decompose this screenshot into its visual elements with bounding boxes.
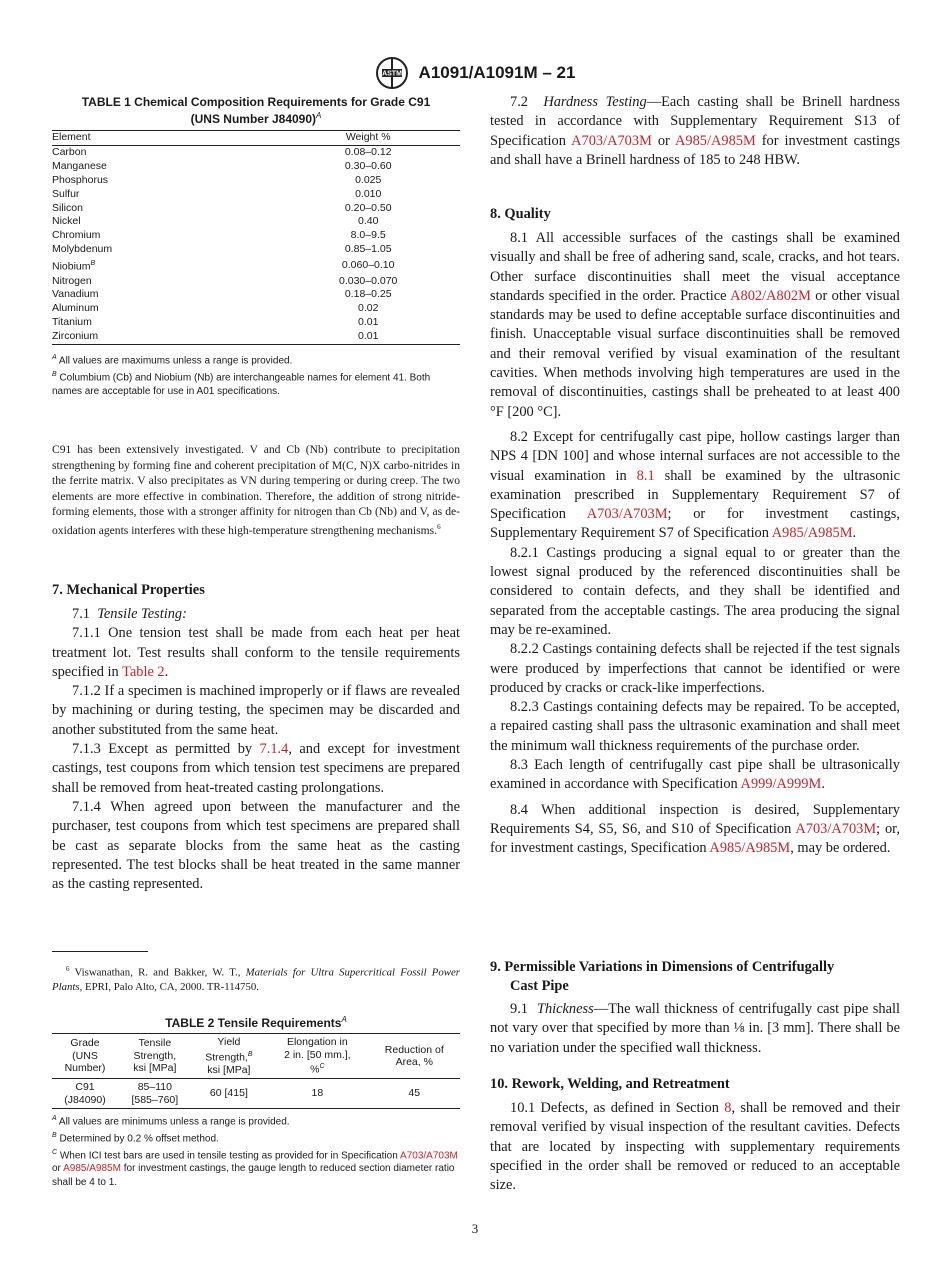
paragraph-8-4: 8.4 When additional inspection is desired, Supplementary Requirements S4, S5, S6, and S10 of Specification A703/A703M; or, for investment castings, Specification A985/A985M, may be ordered.	[490, 801, 900, 857]
table-row: Titanium 0.01	[52, 316, 379, 329]
link-table-2[interactable]: Table 2	[122, 663, 165, 680]
paragraph-7-1-3: 7.1.3 Except as permitted by 7.1.4, and except for investment castings, test coupons from which tension test specimens are prepared shall be removed from heat-treated casting prolongations.	[52, 741, 461, 796]
table2-col-grade: Grade (UNS Number)	[52, 1034, 118, 1079]
paragraph-7-1-4: 7.1.4 When agreed upon between the manufacturer and the purchaser, test coupons from which test specimens are prepared shall be cast as separate blocks from the same heat as the casting represented. The test blocks shall be heat treated in the same manner as the casting represented.	[52, 798, 460, 893]
link-a703[interactable]: A703/A703M	[400, 1149, 458, 1161]
paragraph-9-1: 9.1 Thickness—The wall thickness of centrifugally cast pipe shall not vary over that specified by more than ⅛ in. [3 mm]. There shall be no variation under the specified wall thickness.	[490, 1001, 900, 1056]
table2-footnote-b: $^B$ Determined by 0.2 % offset method.	[52, 1131, 219, 1145]
page-header	[0, 56, 950, 90]
table1-col-weight: Weight %	[276, 131, 460, 146]
table1-footnote-b: $^B$ Columbium (Cb) and Niobium (Nb) are interchangeable names for element 41. Both names are acceptable for use in A01 specifications.	[52, 370, 431, 397]
link-a703[interactable]: A703/A703M	[795, 820, 877, 837]
link-7-1-4[interactable]: 7.1.4	[259, 741, 289, 758]
link-a985[interactable]: A985/A985M	[771, 525, 853, 542]
svg-text:ASTM: ASTM	[381, 70, 402, 78]
page-number: 3	[471, 1221, 479, 1236]
astm-logo-icon	[375, 56, 409, 90]
footnote-divider	[52, 951, 148, 952]
table-row: Phosphorus 0.025	[52, 173, 382, 186]
section-9	[490, 958, 900, 1058]
table-row: Sulfur 0.010	[52, 187, 382, 200]
table-row: Silicon 0.20–0.50	[52, 201, 392, 214]
table2	[52, 1033, 460, 1109]
table2-footnote-a: $^A$ All values are minimums unless a range is provided.	[52, 1115, 290, 1128]
section-7-heading: 7. Mechanical Properties	[52, 582, 205, 598]
table-row: Aluminum 0.02	[52, 302, 379, 315]
table-row: Nitrogen 0.030–0.070	[52, 274, 398, 287]
table-row: Zirconium 0.01	[52, 330, 460, 344]
table-row: Chromium 8.0–9.5	[52, 229, 386, 242]
table1-col-element: Element	[52, 131, 276, 146]
table2-footnote-c: $^C$ When ICI test bars are used in tensile testing as provided for in Specification A703/A703M or A985/A985M for investment castings, the gauge length to reduced section diameter ratio shall be 4 to 1.	[52, 1148, 458, 1188]
table2-header-row	[52, 1034, 460, 1079]
link-a703[interactable]: A703/A703M	[571, 132, 652, 149]
footnote-6: $^6$ Viswanathan, R. and Bakker, W. T., Materials for Ultra Supercritical Fossil Power Plants, EPRI, Palo Alto, CA, 2000. TR-114750.	[52, 965, 460, 994]
section-8-heading: 8. Quality	[490, 206, 551, 222]
section-9-heading: 9. Permissible Variations in Dimensions of Centrifugally Cast Pipe	[490, 959, 835, 994]
table2-col-tensile: Tensile Strength, ksi [MPa]	[118, 1034, 192, 1079]
link-a985[interactable]: A985/A985M	[675, 132, 756, 149]
paragraph-8-2: 8.2 Except for centrifugally cast pipe, hollow castings larger than NPS 4 [DN 100] and whose internal surfaces are not accessible to the visual examination in 8.1 shall be examined by the ultrasonic examination prescribed in Supplementary Requirement S7 of Specification A703/A703M; or for investment castings, Supplementary Requirement S7 of Specification A985/A985M.	[490, 428, 900, 542]
table2-block	[52, 1013, 460, 1189]
link-a802[interactable]: A802/A802M	[730, 287, 811, 304]
table1-footnote-a: $^A$ All values are maximums unless a range is provided.	[52, 354, 293, 367]
link-section-8[interactable]: 8	[724, 1100, 732, 1116]
paragraph-8-2-2: 8.2.2 Castings containing defects shall be rejected if the test signals were produced by imperfections that cannot be identified or were produced by cracks or crack-like imperfections.	[490, 641, 900, 696]
paragraph-8-3: 8.3 Each length of centrifugally cast pipe shall be ultrasonically examined in accordance with Specification A999/A999M.	[490, 757, 900, 793]
paragraph-7-1: 7.1 Tensile Testing:	[72, 606, 187, 622]
table2-caption: TABLE 2 Tensile Requirements$^A$	[165, 1015, 347, 1030]
paragraph-7-1-1: 7.1.1 One tension test shall be made from each heat per heat treatment lot. Test results shall conform to the tensile requirements specified in Table 2.	[52, 625, 460, 680]
paragraph-8-2-3: 8.2.3 Castings containing defects may be repaired. To be accepted, a repaired casting shall pass the ultrasonic examination and shall meet the minimum wall thickness requirements of the purchase order.	[490, 699, 900, 754]
document-designation: A1091/A1091M – 21	[418, 63, 576, 82]
section-8	[490, 205, 900, 859]
table1	[52, 130, 460, 345]
paragraph-8-2-1: 8.2.1 Castings producing a signal equal to or greater than the lowest signal produced by the referenced discontinuities shall be considered to contain defects, and they shall be identified and separated from the acceptable castings. The area producing the signal may be re-examined.	[490, 544, 900, 638]
paragraph-8-1: 8.1 All accessible surfaces of the castings shall be examined visually and shall be free of adhering sand, scale, cracks, and hot tears. Other surface discontinuities shall meet the visual acceptance standards specified in the order. Practice A802/A802M or other visual standards may be used to define acceptable surface discontinuities and finish. Unacceptable visual surface discontinuities shall be removed and their removal verified by visual examination of the resultant cavities. When methods involving high temperatures are used in the removal of discontinuities, castings shall be preheated to at least 400 °F [200 °C].	[490, 230, 900, 420]
table1-header-row	[52, 131, 460, 146]
table2-col-reduction: Reduction of Area, %	[369, 1034, 460, 1079]
section-10-heading: 10. Rework, Welding, and Retreatment	[490, 1076, 730, 1092]
paragraph-7-2: 7.2 Hardness Testing—Each casting shall be Brinell hardness tested in accordance with Supplementary Requirement S13 of Specification A703/A703M or A985/A985M for investment castings and shall have a Brinell hardness of 185 to 248 HBW.	[490, 94, 900, 168]
table-row: Molybdenum 0.85–1.05	[52, 243, 392, 256]
table-row: Vanadium 0.18–0.25	[52, 288, 392, 301]
section-7	[52, 581, 460, 894]
link-a999[interactable]: A999/A999M	[740, 776, 822, 793]
paragraph-7-1-2: 7.1.2 If a specimen is machined improperly or if flaws are revealed by machining or during testing, the specimen may be discarded and another substituted from the same heat.	[52, 683, 460, 738]
link-8-1[interactable]: 8.1	[636, 467, 655, 484]
link-a703[interactable]: A703/A703M	[586, 506, 668, 523]
table2-col-elongation: Elongation in 2 in. [50 mm.], %$^C$	[266, 1034, 368, 1079]
paragraph-10-1: 10.1 Defects, as defined in Section 8, shall be removed and their removal verified by visual inspection of the resultant cavities. Defects that are located by inspecting with supplementary requirements specified in the order shall be removed or reduced to an acceptable size.	[490, 1100, 900, 1194]
table-row: Manganese 0.30–0.60	[52, 159, 392, 172]
table-row: Niobium$^B$ 0.060–0.10	[52, 258, 395, 273]
link-a985[interactable]: A985/A985M	[63, 1163, 121, 1175]
link-a985[interactable]: A985/A985M	[709, 840, 791, 857]
table-row: C91 (J84090) 85–110 [585–760] 60 [415] 18 45	[52, 1079, 460, 1109]
table1-block	[52, 95, 460, 398]
table-row: Carbon 0.08–0.12	[52, 145, 392, 158]
table-row: Nickel 0.40	[52, 215, 379, 228]
table1-caption: TABLE 1 Chemical Composition Requirements for Grade C91 (UNS Number J84090)$^A$	[81, 95, 431, 126]
table2-col-yield: Yield Strength,$^B$ ksi [MPa]	[192, 1034, 266, 1079]
c91-paragraph: C91 has been extensively investigated. V and Cb (Nb) contribute to precipitation strengthening by forming fine and coherent precipitation of M(C, N)X carbo-nitrides in the ferrite matrix. V also precipitates as VN during tempering or during creep. The two elements are more effective in combination. Therefore, the addition of strong nitride-forming elements, those with a stronger affinity for nitrogen than Cb (Nb) and V, as de-oxidation agents interferes with these high-temperature strengthening mechanisms.$^6$	[52, 443, 460, 537]
section-10	[490, 1075, 900, 1195]
